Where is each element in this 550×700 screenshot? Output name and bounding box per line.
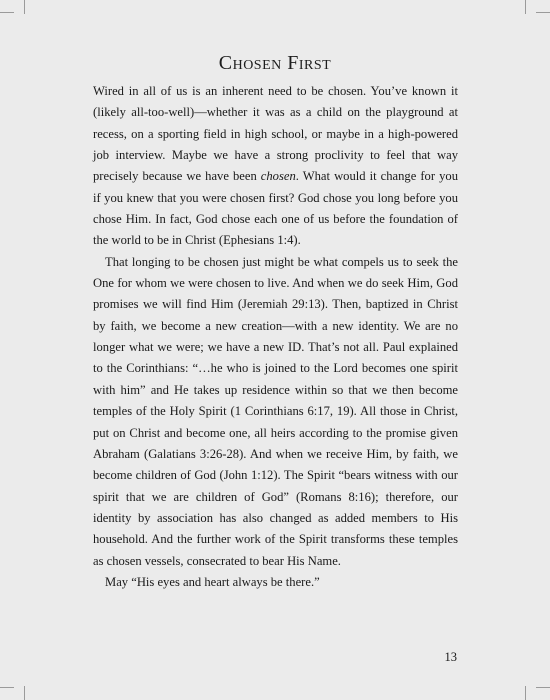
body-text	[93, 81, 458, 593]
crop-mark-bottom-right-horizontal	[536, 687, 550, 688]
crop-mark-top-right-horizontal	[536, 12, 550, 13]
crop-mark-bottom-right-vertical	[525, 686, 526, 700]
crop-mark-top-left-horizontal	[0, 12, 14, 13]
paragraph-2: That longing to be chosen just might be what compels us to seek the One for whom we were chosen to live. And when we do seek Him, God promises we will find Him (Jeremiah 29:13). Then, baptized in Christ by faith, we become a new creation—with a new identity. We are no longer what we were; we have a new ID. That’s not all. Paul explained to the Corinthians: “…he who is joined to the Lord becomes one spirit with him” and He takes up residence within so that we then become temples of the Holy Spirit (1 Corinthians 6:17, 19). All those in Christ, put on Christ and become one, all heirs according to the promise given Abraham (Galatians 3:26-28). And when we receive Him, by faith, we become children of God (John 1:12). The Spirit “bears witness with our spirit that we are children of God” (Romans 8:16); therefore, our identity by association has also changed as added members to His household. And the further work of the Spirit transforms these temples as chosen vessels, consecrated to bear His Name.	[93, 254, 458, 568]
page-number: 13	[444, 650, 457, 664]
crop-mark-bottom-left-horizontal	[0, 687, 14, 688]
crop-mark-top-right-vertical	[525, 0, 526, 14]
paragraph-1-text-end: . What would it change for you if you knew that you were chosen first? God chose you long before you chose Him. In fact, God chose each one of us before the foundation of the world to be in Christ (Ephesians 1:4).	[93, 169, 458, 248]
paragraph-1-text-start: Wired in all of us is an inherent need to be chosen. You’ve known it (likely all-too-well)—whether it was as a child on the playground at recess, on a sporting field in high school, or maybe in a high-powered job interview. Maybe we have a strong proclivity to feel that way precisely because we have been	[93, 84, 458, 184]
crop-mark-top-left-vertical	[24, 0, 25, 14]
paragraph-1	[93, 81, 458, 252]
crop-mark-bottom-left-vertical	[24, 686, 25, 700]
page-title: Chosen First	[218, 52, 332, 74]
paragraph-1-italic-word: chosen	[260, 169, 296, 184]
paragraph-3: May “His eyes and heart always be there.”	[105, 574, 320, 589]
